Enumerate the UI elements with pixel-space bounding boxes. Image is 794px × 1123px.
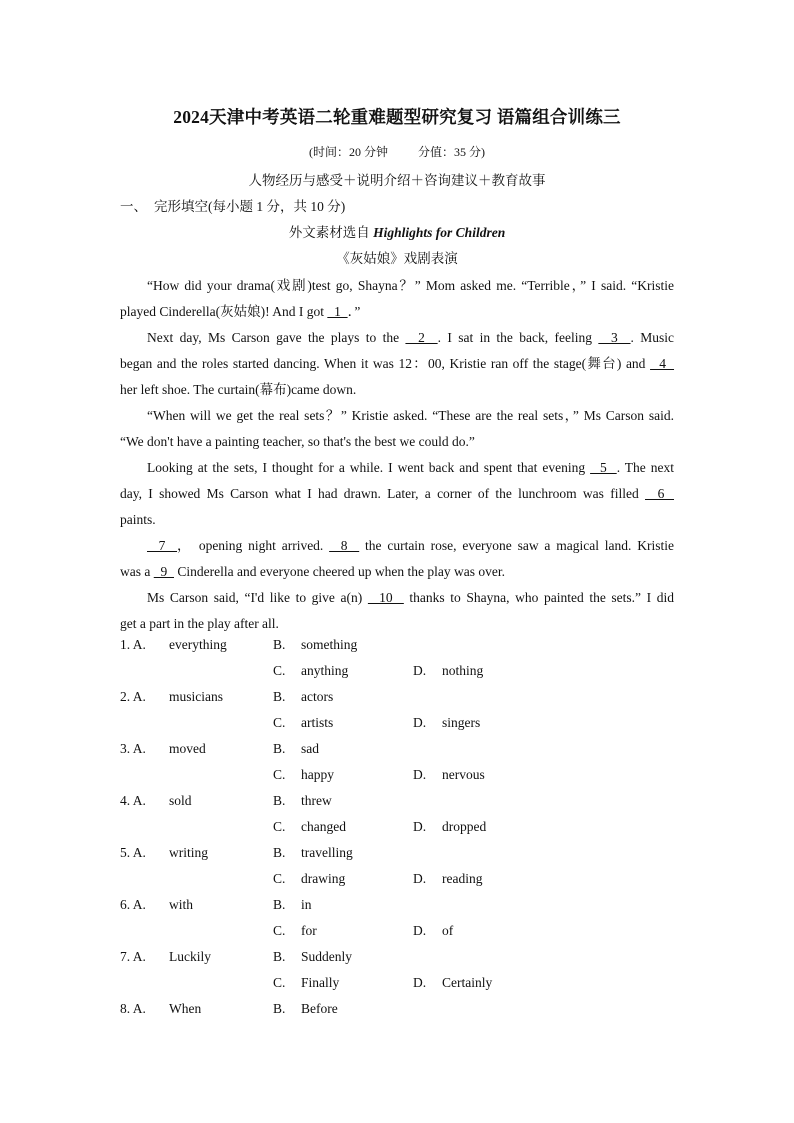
paragraph-line: “How did your drama(戏剧)test go, Shayna？” Mom asked me. “Terrible，” I said. “Kristie	[147, 278, 674, 293]
option-letter-b: B.	[273, 949, 286, 964]
option-a: When	[169, 1001, 202, 1016]
option-b: Suddenly	[301, 949, 353, 964]
option-d: reading	[442, 871, 483, 886]
option-letter-c: C.	[273, 819, 286, 834]
option-b: travelling	[301, 845, 353, 860]
exam-meta	[120, 143, 674, 160]
option-b: sad	[301, 741, 319, 756]
option-letter-d: D.	[413, 767, 427, 782]
option-a: writing	[169, 845, 208, 860]
option-c: artists	[301, 715, 334, 730]
option-c: drawing	[301, 871, 346, 886]
option-letter-b: B.	[273, 637, 286, 652]
option-a: Luckily	[169, 949, 211, 964]
blank-marker: 7	[147, 538, 178, 553]
source-prefix: 外文素材选自	[288, 225, 374, 240]
blank-marker: 10	[367, 590, 404, 605]
paragraph-line: her left shoe. The curtain(幕布)came down.	[120, 382, 357, 397]
paragraph-line: was a 9 Cinderella and everyone cheered up when the play was over.	[120, 564, 505, 579]
paragraph-line: Looking at the sets, I thought for a while. I went back and spent that evening 5 . The next	[147, 460, 674, 475]
option-b: Before	[301, 1001, 338, 1016]
paragraph-line: played Cinderella(灰姑娘)! And I got 1 ．”	[120, 304, 361, 319]
blank-marker: 5	[590, 460, 617, 475]
option-letter-c: C.	[273, 975, 286, 990]
source-name: Highlights for Children	[373, 225, 506, 240]
blank-marker: 2	[405, 330, 438, 345]
option-letter-d: D.	[413, 923, 427, 938]
option-letter-c: C.	[273, 715, 286, 730]
option-c: happy	[301, 767, 334, 782]
option-a: everything	[169, 637, 227, 652]
question-number: 3. A.	[120, 741, 146, 756]
section-label: 完形填空(每小题 1 分，共 10 分)	[154, 199, 346, 214]
option-letter-c: C.	[273, 663, 286, 678]
option-d: of	[442, 923, 454, 938]
paragraph	[120, 403, 674, 455]
paragraph	[120, 585, 674, 637]
paragraph-line: “We don't have a painting teacher, so that's the best we could do.”	[120, 434, 475, 449]
option-letter-d: D.	[413, 975, 427, 990]
passage-title: 《灰姑娘》戏剧表演	[336, 251, 458, 266]
option-letter-b: B.	[273, 845, 286, 860]
paragraph-line: Ms Carson said, “I'd like to give a(n) 10 thanks to Shayna, who painted the sets.” I did	[147, 590, 675, 605]
option-letter-b: B.	[273, 1001, 286, 1016]
exam-score: 分值：35 分)	[418, 145, 485, 159]
option-c: Finally	[301, 975, 340, 990]
option-c: anything	[301, 663, 349, 678]
option-d: nervous	[442, 767, 485, 782]
option-b: actors	[301, 689, 334, 704]
option-a: musicians	[169, 689, 223, 704]
option-letter-b: B.	[273, 741, 286, 756]
paragraph	[120, 455, 674, 533]
source-line	[120, 221, 674, 241]
section-heading	[120, 195, 345, 215]
paragraph-line: day, I showed Ms Carson what I had drawn. Later, a corner of the lunchroom was filled 6	[120, 486, 674, 501]
paragraph-line: paints.	[120, 512, 156, 527]
option-b: something	[301, 637, 358, 652]
blank-marker: 8	[329, 538, 360, 553]
option-a: with	[169, 897, 194, 912]
option-b: threw	[301, 793, 332, 808]
option-d: singers	[442, 715, 481, 730]
option-a: sold	[169, 793, 192, 808]
option-letter-c: C.	[273, 871, 286, 886]
question-number: 6. A.	[120, 897, 146, 912]
question-number: 1. A.	[120, 637, 146, 652]
section-number: 一、	[120, 199, 147, 214]
option-letter-c: C.	[273, 923, 286, 938]
paragraph-line: get a part in the play after all.	[120, 616, 279, 631]
option-letter-b: B.	[273, 689, 286, 704]
option-b: in	[301, 897, 312, 912]
paragraph-line: 7 ， opening night arrived. 8 the curtain rose, everyone saw a magical land. Kristie	[147, 538, 674, 553]
paragraph-line: “When will we get the real sets？” Kristie asked. “These are the real sets，” Ms Carson said.	[147, 408, 674, 423]
blank-marker: 6	[645, 486, 674, 501]
topics-line: 人物经历与感受＋说明介绍＋咨询建议＋教育故事	[248, 173, 546, 188]
paragraph-line: Next day, Ms Carson gave the plays to the 2 . I sat in the back, feeling 3 . Music	[147, 330, 675, 345]
paragraph	[120, 325, 674, 403]
question-number: 2. A.	[120, 689, 146, 704]
paragraph	[120, 273, 674, 325]
option-letter-d: D.	[413, 871, 427, 886]
paragraph	[120, 533, 674, 585]
option-d: Certainly	[442, 975, 493, 990]
option-letter-c: C.	[273, 767, 286, 782]
page-title: 2024天津中考英语二轮重难题型研究复习 语篇组合训练三	[173, 107, 621, 127]
blank-marker: 4	[650, 356, 675, 371]
question-number: 5. A.	[120, 845, 146, 860]
option-letter-b: B.	[273, 793, 286, 808]
blank-marker: 9	[153, 564, 174, 579]
option-a: moved	[169, 741, 206, 756]
question-number: 4. A.	[120, 793, 146, 808]
question-number: 7. A.	[120, 949, 146, 964]
option-c: changed	[301, 819, 346, 834]
option-c: for	[301, 923, 317, 938]
option-d: dropped	[442, 819, 487, 834]
option-letter-d: D.	[413, 663, 427, 678]
option-letter-d: D.	[413, 819, 427, 834]
blank-marker: 1	[327, 304, 348, 319]
question-number: 8. A.	[120, 1001, 146, 1016]
option-d: nothing	[442, 663, 484, 678]
blank-marker: 3	[598, 330, 631, 345]
paragraph-line: began and the roles started dancing. When it was 12：00, Kristie ran off the stage(舞台) and 4	[120, 356, 675, 371]
exam-time: (时间：20 分钟	[309, 145, 388, 159]
option-letter-b: B.	[273, 897, 286, 912]
option-letter-d: D.	[413, 715, 427, 730]
